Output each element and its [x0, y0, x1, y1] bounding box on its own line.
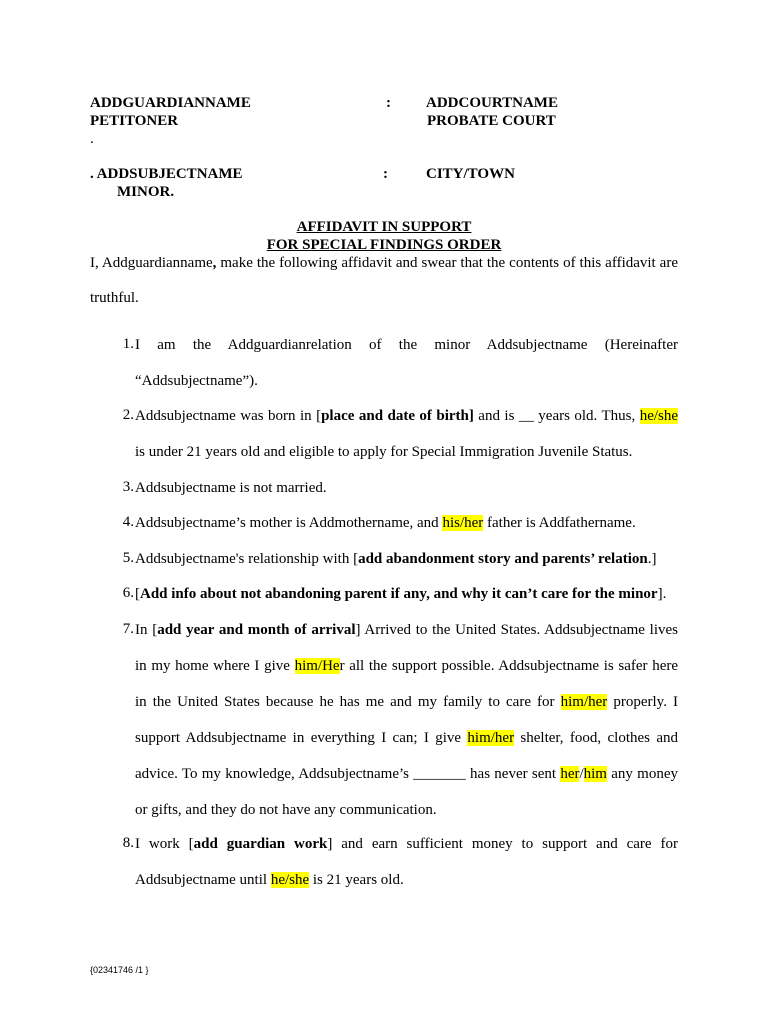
- text-run: father is Addfathername.: [483, 515, 636, 531]
- document-id-footer: {02341746 /1 }: [90, 965, 149, 975]
- caption-colon-1: :: [386, 95, 391, 111]
- list-text: [135, 505, 678, 541]
- text-run: Addsubjectname’s mother is Addmothername, and: [135, 515, 443, 531]
- list-number: 8.: [122, 835, 134, 851]
- list-text: [135, 541, 678, 577]
- text-run: I work [: [135, 836, 194, 852]
- guardian-name: ADDGUARDIANNAME: [90, 95, 251, 111]
- text-run: In [: [135, 622, 158, 638]
- text-run: Addsubjectname is not married.: [135, 480, 327, 496]
- intro-text-b: make the following affidavit and swear that the contents of this affidavit are truthful.: [90, 255, 678, 306]
- highlighted-pronoun: he/she: [270, 872, 310, 888]
- text-run: I am the Addguardianrelation of the minor Addsubjectname (Hereinafter “Addsubjectname”).: [135, 337, 678, 389]
- text-run: Addsubjectname's relationship with [: [135, 551, 359, 567]
- list-text: [135, 398, 678, 470]
- text-run: .]: [647, 551, 657, 567]
- intro-paragraph: [90, 246, 678, 316]
- text-run: is 21 years old.: [309, 872, 404, 888]
- highlighted-pronoun: him/her: [467, 730, 515, 746]
- minor-label: MINOR.: [117, 184, 175, 200]
- list-number: 1.: [122, 336, 134, 352]
- text-run: ].: [657, 586, 667, 602]
- text-run: any money or gifts, and they do not have any communication.: [135, 766, 678, 818]
- bold-placeholder: add abandonment story and parents’ relation: [358, 551, 648, 567]
- list-number: 7.: [122, 621, 134, 637]
- text-run: is under 21 years old and eligible to apply for Special Immigration Juvenile Status.: [135, 444, 633, 460]
- bold-placeholder: place and date of birth]: [321, 408, 474, 424]
- text-run: properly. I support Addsubjectname in everything I can; I give: [135, 694, 678, 746]
- probate-court-label: PROBATE COURT: [427, 113, 556, 129]
- affidavit-title-line-1: AFFIDAVIT IN SUPPORT: [296, 219, 472, 235]
- court-name: ADDCOURTNAME: [426, 95, 558, 111]
- list-text: [135, 826, 678, 898]
- highlighted-pronoun: him: [583, 766, 607, 782]
- subject-name: . ADDSUBJECTNAME: [90, 166, 243, 182]
- list-number: 6.: [122, 585, 134, 601]
- list-number: 5.: [122, 550, 134, 566]
- text-run: Addsubjectname was born in [: [135, 408, 322, 424]
- text-run: and is __ years old. Thus,: [473, 408, 640, 424]
- text-run: /: [579, 766, 584, 782]
- affidavit-title-line-2: FOR SPECIAL FINDINGS ORDER: [266, 237, 502, 253]
- text-run: shelter, food, clothes and advice. To my knowledge, Addsubjectname’s _______ has never sent: [135, 730, 678, 782]
- list-text: [135, 612, 678, 828]
- bold-placeholder: add year and month of arrival: [157, 622, 356, 638]
- highlighted-pronoun: him/her: [560, 694, 608, 710]
- intro-comma: ,: [212, 255, 217, 271]
- intro-text-a: I, Addguardianname: [90, 255, 213, 271]
- list-text: [135, 576, 678, 612]
- highlighted-pronoun: he/she: [639, 408, 679, 424]
- caption-colon-2: :: [383, 166, 388, 182]
- bold-placeholder: Add info about not abandoning parent if any, and why it can’t care for the minor: [140, 586, 658, 602]
- list-text: [135, 470, 678, 506]
- city-town-label: CITY/TOWN: [426, 166, 515, 182]
- petitioner-label: PETITONER: [90, 113, 179, 129]
- text-run: [: [135, 586, 140, 602]
- caption-dot: .: [90, 131, 94, 147]
- text-run: ] Arrived to the United States. Addsubjectname lives in my home where I give: [135, 622, 678, 674]
- text-run: r all the support possible. Addsubjectname is safer here in the United States because he has me and my family to care for: [135, 658, 679, 710]
- highlighted-pronoun: her: [560, 766, 580, 782]
- list-text: [135, 327, 678, 399]
- bold-placeholder: add guardian work: [193, 836, 328, 852]
- list-number: 3.: [122, 479, 134, 495]
- highlighted-pronoun: his/her: [442, 515, 484, 531]
- list-number: 4.: [122, 514, 134, 530]
- list-number: 2.: [122, 407, 134, 423]
- highlighted-pronoun: him/He: [294, 658, 340, 674]
- text-run: ] and earn sufficient money to support and care for Addsubjectname until: [135, 836, 678, 888]
